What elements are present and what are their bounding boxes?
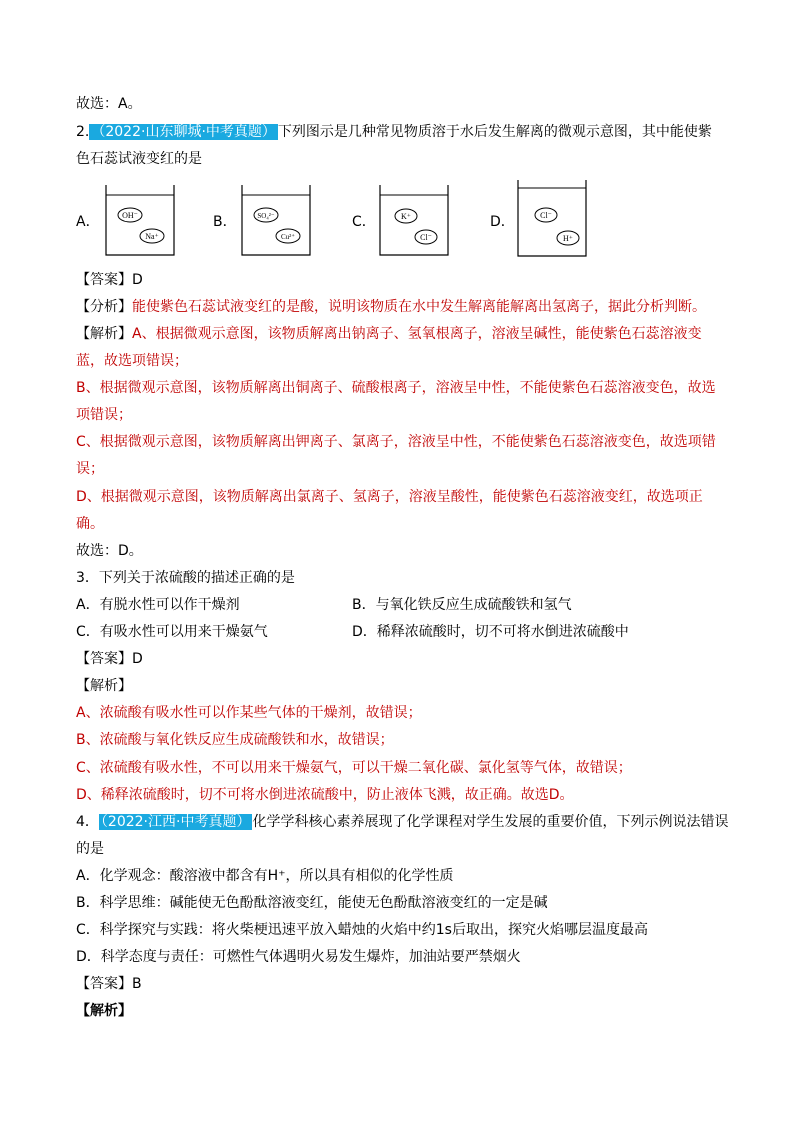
analysis-tag: 【分析】 [76, 299, 132, 315]
q4-option-a: A．化学观念：酸溶液中都含有H⁺，所以具有相似的化学性质 [76, 868, 454, 884]
q4-source-tag: （2022·江西·中考真题） [100, 814, 251, 830]
ion-cu: Cu²⁺ [281, 233, 295, 241]
ion-k: K⁺ [401, 212, 411, 221]
q2-explain-d2: 确。 [76, 516, 104, 532]
q2-explain-a1 [76, 324, 702, 344]
q4-explain-tag: 【解析】 [76, 1003, 132, 1019]
ion-so4: SO₄²⁻ [257, 212, 275, 220]
q2-option-d-label: D． [490, 214, 515, 230]
q2-option-b-label: B． [213, 214, 237, 230]
q2-beaker-c [378, 183, 450, 259]
q2-option-a-label: A． [76, 214, 100, 230]
q2-stem-text: 下列图示是几种常见物质溶于水后发生解离的微观示意图，其中能使紫 [277, 124, 712, 140]
q2-explain-c1: C、根据微观示意图，该物质解离出钾离子、氯离子，溶液呈中性，不能使紫色石蕊溶液变色，故选项错 [76, 434, 716, 450]
q3-option-c: C．有吸水性可以用来干燥氨气 [76, 624, 268, 640]
q4-number: 4． [76, 814, 99, 830]
q2-explain-b1: B、根据微观示意图，该物质解离出铜离子、硫酸根离子，溶液呈中性，不能使紫色石蕊溶液变色，故选 [76, 380, 716, 396]
answer-tag: 【答案】 [76, 976, 132, 992]
q2-explain-c2: 误； [76, 461, 104, 477]
q3-explain-b: B、浓硫酸与氧化铁反应生成硫酸铁和水，故错误； [76, 732, 394, 748]
answer-value: B [132, 976, 142, 992]
q4-option-b: B．科学思维：碱能使无色酚酞溶液变红，能使无色酚酞溶液变红的一定是碱 [76, 895, 548, 911]
q4-option-d: D．科学态度与责任：可燃性气体遇明火易发生爆炸，加油站要严禁烟火 [76, 949, 521, 965]
q4-stem-line2: 的是 [76, 841, 104, 857]
q2-beaker-a [104, 183, 176, 259]
q3-explain-a: A、浓硫酸有吸水性可以作某些气体的干燥剂，故错误； [76, 705, 422, 721]
q3-stem: 3．下列关于浓硫酸的描述正确的是 [76, 570, 295, 586]
q3-option-d: D．稀释浓硫酸时，切不可将水倒进浓硫酸中 [352, 624, 629, 640]
q4-stem-line1 [76, 812, 728, 832]
q2-source-tag: （2022·山东聊城·中考真题） [91, 124, 276, 140]
q3-explain-c: C、浓硫酸有吸水性，不可以用来干燥氨气，可以干燥二氧化碳、氯化氢等气体，故错误； [76, 760, 632, 776]
q2-final-choice: 故选：D。 [76, 543, 143, 559]
q2-analysis [76, 297, 706, 317]
ion-cl-d: Cl⁻ [540, 211, 552, 220]
q2-answer [76, 270, 143, 290]
q2-beaker-b [240, 183, 312, 259]
q2-explain-a2: 蓝，故选项错误； [76, 353, 188, 369]
analysis-text: 能使紫色石蕊试液变红的是酸，说明该物质在水中发生解离能解离出氢离子，据此分析判断。 [132, 299, 706, 315]
ion-cl: Cl⁻ [420, 233, 432, 242]
answer-tag: 【答案】 [76, 651, 132, 667]
q3-explain-d: D、稀释浓硫酸时，切不可将水倒进浓硫酸中，防止液体飞溅，故正确。故选D。 [76, 787, 574, 803]
ion-na: Na⁺ [145, 232, 159, 241]
q2-number: 2. [76, 124, 90, 140]
q2-explain-b2: 项错误； [76, 407, 132, 423]
q2-explain-d1: D、根据微观示意图，该物质解离出氯离子、氢离子，溶液呈酸性，能使紫色石蕊溶液变红，故选项正 [76, 489, 703, 505]
q2-stem-line2: 色石蕊试液变红的是 [76, 151, 202, 167]
explain-tag: 【解析】 [76, 326, 132, 342]
q1-final-choice: 故选：A。 [76, 96, 142, 112]
q4-answer [76, 974, 142, 994]
q3-answer [76, 649, 143, 669]
q2-option-c-label: C． [352, 214, 376, 230]
ion-oh: OH⁻ [122, 211, 138, 220]
answer-value: D [132, 651, 143, 667]
q2-beaker-d [516, 178, 588, 260]
q4-option-c: C．科学探究与实践：将火柴梗迅速平放入蜡烛的火焰中约1s后取出，探究火焰哪层温度最高 [76, 922, 648, 938]
answer-tag: 【答案】 [76, 272, 132, 288]
q2-stem-line1 [76, 122, 712, 142]
answer-value: D [132, 272, 143, 288]
q3-option-a: A．有脱水性可以作干燥剂 [76, 597, 240, 613]
q4-stem-text: 化学学科核心素养展现了化学课程对学生发展的重要价值，下列示例说法错误 [252, 814, 729, 830]
ion-h: H⁺ [563, 234, 573, 243]
q3-option-b: B．与氧化铁反应生成硫酸铁和氢气 [352, 597, 572, 613]
q3-explain-tag: 【解析】 [76, 678, 132, 694]
explain-a1-text: A、根据微观示意图，该物质解离出钠离子、氢氧根离子，溶液呈碱性，能使紫色石蕊溶液变 [132, 326, 702, 342]
